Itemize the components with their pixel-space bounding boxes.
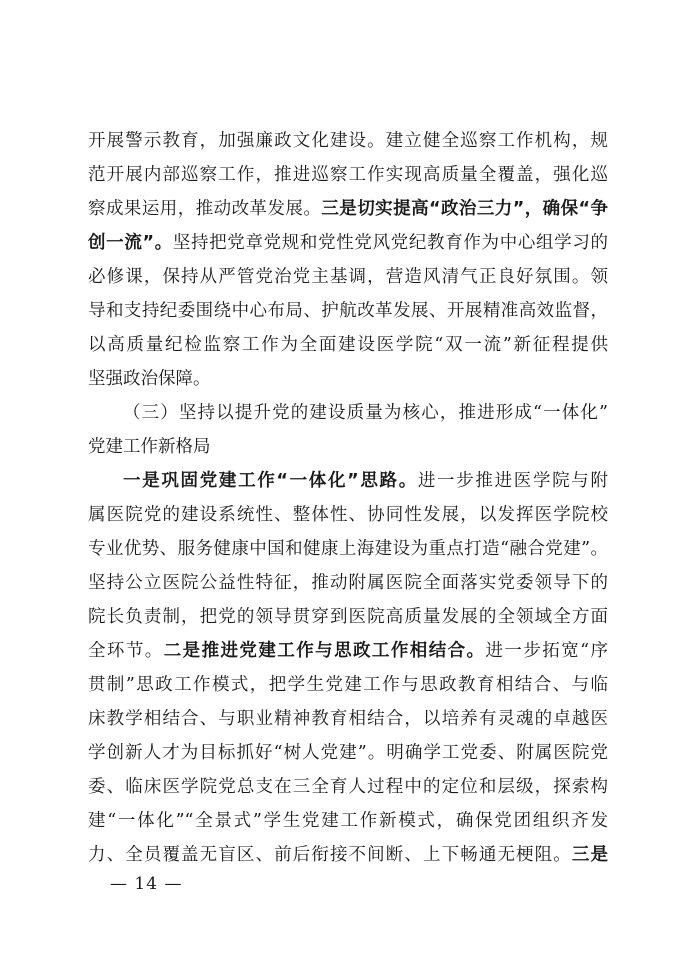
body-text-span: 必修课，保持从严管党治党主基调，营造风清气正良好氛围。领 <box>88 267 608 287</box>
bold-heading-text: 创一流”。 <box>88 233 173 253</box>
text-line <box>88 396 608 430</box>
text-line <box>88 566 608 600</box>
body-text-span: 以高质量纪检监察工作为全面建设医学院“双一流”新征程提供 <box>88 335 608 355</box>
body-text-span: 建“一体化”“全景式”学生党建工作新模式，确保党团组织齐发 <box>88 811 608 831</box>
text-line <box>88 124 608 158</box>
body-text-span: 导和支持纪委围绕中心布局、护航改革发展、开展精准高效监督， <box>88 301 608 321</box>
body-text-span: 学创新人才为目标抓好“树人党建”。明确学工党委、附属医院党 <box>88 743 608 763</box>
text-line <box>88 328 608 362</box>
text-line <box>88 668 608 702</box>
text-line <box>88 804 608 838</box>
body-text-span: 开展警示教育，加强廉政文化建设。建立健全巡察工作机构，规 <box>88 131 608 151</box>
text-line <box>88 634 608 668</box>
body-text-span: 贯制”思政工作模式，把学生党建工作与思政教育相结合、与临 <box>88 675 608 695</box>
bold-heading-text: 三是切实提高“政治三力”，确保“争 <box>321 199 608 219</box>
bold-heading-text: 一是巩固党建工作“一体化”思路。 <box>123 471 418 491</box>
text-line <box>88 226 608 260</box>
body-text-span: 院长负责制，把党的领导贯穿到医院高质量发展的全领域全方面 <box>88 607 608 627</box>
body-text-span: 全环节。 <box>88 641 164 661</box>
body-text-span: 党建工作新格局 <box>88 437 211 457</box>
text-line <box>88 838 608 872</box>
bold-heading-text: 二是推进党建工作与思政工作相结合。 <box>163 641 486 661</box>
text-line <box>88 532 608 566</box>
text-line <box>88 464 608 498</box>
text-line <box>88 498 608 532</box>
body-text-span: 坚持公立医院公益性特征，推动附属医院全面落实党委领导下的 <box>88 573 608 593</box>
body-text-span: 范开展内部巡察工作，推进巡察工作实现高质量全覆盖，强化巡 <box>88 165 608 185</box>
text-line <box>88 362 608 396</box>
text-line <box>88 600 608 634</box>
bold-heading-text: 三是 <box>571 845 609 865</box>
body-text-span: 坚强政治保障。 <box>88 369 211 389</box>
body-text-span: 属医院党的建设系统性、整体性、协同性发展，以发挥医学院校 <box>88 505 608 525</box>
text-line <box>88 192 608 226</box>
body-text-span: 床教学相结合、与职业精神教育相结合，以培养有灵魂的卓越医 <box>88 709 608 729</box>
body-text-span: （三）坚持以提升党的建设质量为核心，推进形成“一体化” <box>123 403 608 423</box>
page-number: — 14 — <box>110 874 183 894</box>
body-text <box>88 124 608 872</box>
body-text-span: 进一步推进医学院与附 <box>417 471 608 491</box>
body-text-span: 坚持把党章党规和党性党风党纪教育作为中心组学习的 <box>172 233 608 253</box>
text-line <box>88 158 608 192</box>
body-text-span: 力、全员覆盖无盲区、前后衔接不间断、上下畅通无梗阻。 <box>88 845 572 865</box>
text-line <box>88 430 608 464</box>
text-line <box>88 260 608 294</box>
text-line <box>88 770 608 804</box>
body-text-span: 察成果运用，推动改革发展。 <box>88 199 322 219</box>
text-line <box>88 702 608 736</box>
body-text-span: 进一步拓宽“序 <box>485 641 609 661</box>
text-line <box>88 736 608 770</box>
body-text-span: 专业优势、服务健康中国和健康上海建设为重点打造“融合党建”。 <box>88 539 608 559</box>
body-text-span: 委、临床医学院党总支在三全育人过程中的定位和层级，探索构 <box>88 777 608 797</box>
text-line <box>88 294 608 328</box>
